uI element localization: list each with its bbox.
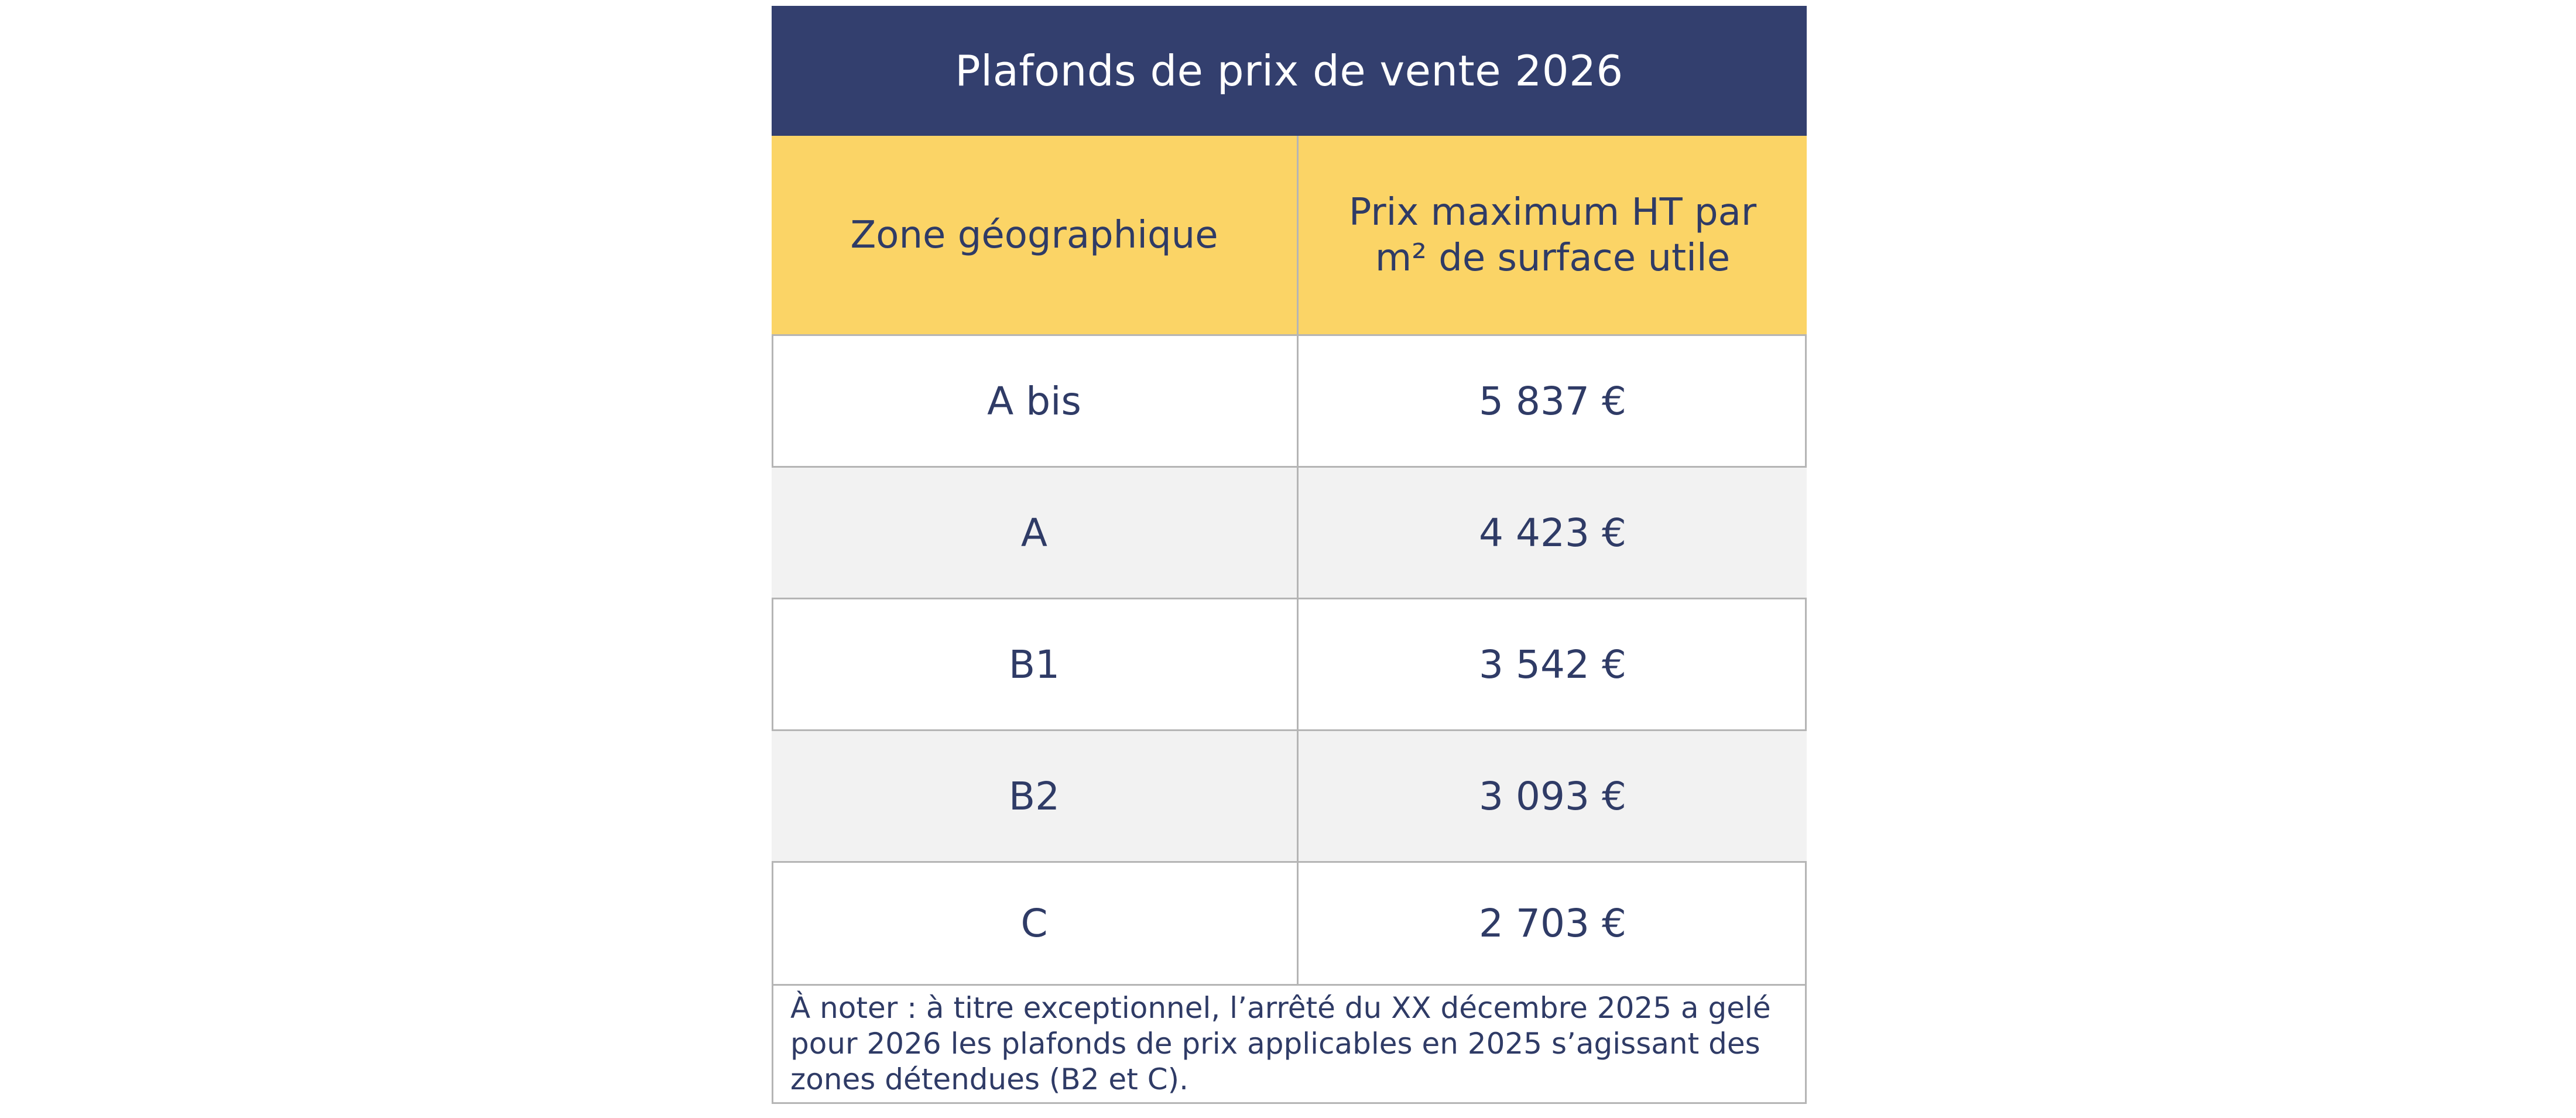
price-ceiling-table — [772, 6, 1807, 1104]
price-cell: 3 093 € — [1479, 773, 1626, 819]
price-cell: 5 837 € — [1479, 378, 1626, 424]
zone-cell: A — [772, 468, 1299, 598]
header-price — [1299, 136, 1807, 334]
table-body — [772, 336, 1807, 986]
table-row — [772, 336, 1807, 468]
table-row — [772, 863, 1807, 986]
table-row — [772, 731, 1807, 863]
zone-cell: A bis — [772, 336, 1299, 466]
price-cell: 2 703 € — [1479, 901, 1626, 946]
zone-cell: B1 — [772, 599, 1299, 729]
table-header-row — [772, 136, 1807, 336]
table-title: Plafonds de prix de vente 2026 — [772, 6, 1807, 136]
zone-cell: C — [772, 863, 1299, 984]
table-row — [772, 468, 1807, 599]
table-footnote: À noter : à titre exceptionnel, l’arrêté du XX décembre 2025 a gelé pour 2026 les plafonds de prix applicables en 2025 s’agissant des zones détendues (B2 et C). — [790, 991, 1771, 1096]
price-cell: 3 542 € — [1479, 642, 1626, 687]
header-zone: Zone géographique — [772, 136, 1299, 334]
price-cell: 4 423 € — [1479, 510, 1626, 555]
header-price-label: Prix maximum HT par m² de surface utile — [1348, 190, 1757, 280]
zone-cell: B2 — [772, 731, 1299, 861]
table-row — [772, 599, 1807, 731]
